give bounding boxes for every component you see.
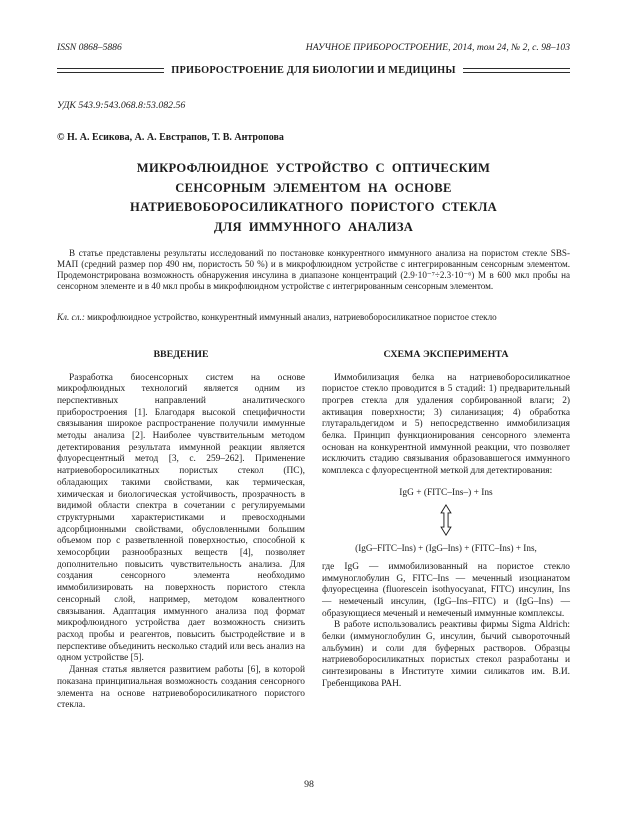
banner-rule-left <box>57 68 164 73</box>
article-title-line: НАТРИЕВОБОРОСИЛИКАТНОГО ПОРИСТОГО СТЕКЛА <box>129 200 498 214</box>
journal-reference: НАУЧНОЕ ПРИБОРОСТРОЕНИЕ, 2014, том 24, № 2, с. 98–103 <box>305 42 570 53</box>
article-title <box>57 159 570 237</box>
keywords-line <box>57 312 570 323</box>
formula-line-bottom: (IgG–FITC–Ins) + (IgG–Ins) + (FITC–Ins) + Ins, <box>355 542 537 553</box>
introduction-heading: ВВЕДЕНИЕ <box>153 348 209 360</box>
introduction-paragraph: Данная статья является развитием работы [6], в которой показана принципиальная возможность создания сенсорного элемента на основе натриевоборосиликатного пористого стекла. <box>57 665 305 711</box>
equilibrium-double-arrow-icon <box>322 504 570 536</box>
reagents-paragraph: В работе использовались реактивы фирмы Sigma Aldrich: белки (иммуноглобулин G, инсулин, бычий сывороточный альбумин) и соли для буферных растворов. Образцы натриевоборосиликатных пористых стекол разработаны и синтезированы в Институте химии силикатов им. В.И. Гребенщикова РАН. <box>322 620 570 689</box>
keywords-label: Кл. сл.: <box>57 311 85 322</box>
section-banner <box>57 65 570 76</box>
abstract-text: В статье представлены результаты исследований по постановке конкурентного иммунного анализа на пористом стекле SBS-МАП (средний размер пор 490 нм, пористость 50 %) и в микрофлюидном устройстве с интегрированным сенсорным элементом. Продемонстрирована возможность обнаружения инсулина в диапазоне концентраций (2.9·10⁻⁷÷2.3·10⁻⁶) М в 600 мкл пробы на сенсорном элементе и в 40 мкл пробы в микрофлюидном устройстве с интегрированным сенсорным элементом. <box>57 248 570 291</box>
page-number: 98 <box>304 779 314 790</box>
formula-line-top: IgG + (FITC–Ins–) + Ins <box>399 487 493 498</box>
section-banner-title: ПРИБОРОСТРОЕНИЕ ДЛЯ БИОЛОГИИ И МЕДИЦИНЫ <box>171 65 456 76</box>
udc-code: УДК 543.9:543.068.8:53.082.56 <box>57 100 186 111</box>
article-title-line: МИКРОФЛЮИДНОЕ УСТРОЙСТВО С ОПТИЧЕСКИМ <box>136 161 491 175</box>
banner-rule-right <box>463 68 570 73</box>
experiment-heading: СХЕМА ЭКСПЕРИМЕНТА <box>383 348 509 360</box>
keywords-list: микрофлюидное устройство, конкурентный иммунный анализ, натриевоборосиликатное пористое стекло <box>87 311 497 322</box>
experiment-intro-paragraph: Иммобилизация белка на натриевоборосиликатное пористое стекло проводится в 5 стадий: 1) предварительный прогрев стекла для удаления сорбированной влаги; 2) активация поверхности; 3) силанизация; 4) обработка глутаральдегидом и 5) непосредственно иммобилизация белка. Принцип функционирования сенсорного элемента основан на конкурентной иммунной реакции, что позволяет исключить стадию связывания образовавшегося иммунного комплекса с флуоресцентной меткой для детектирования: <box>322 372 570 477</box>
two-column-body <box>57 349 570 712</box>
running-head <box>57 42 570 53</box>
issn: ISSN 0868–5886 <box>57 42 122 53</box>
article-title-line: СЕНСОРНЫМ ЭЛЕМЕНТОМ НА ОСНОВЕ <box>175 180 452 195</box>
introduction-paragraph: Разработка биосенсорных систем на основе микрофлюидных технологий является одним из перспективных направлений аналитического приборостроения [1]. Благодаря высокой специфичности связывания широкое распространение получили иммунные методы анализа [2]. Наиболее чувствительным методом детектирования результата иммунной реакции является флуоресцентный метод [3, с. 259–262]. Применение натриевоборосиликатных пористых стекол (ПС), обладающих такими свойствами, как термическая, химическая и биологическая устойчивость, прозрачность в видимой области спектра в сочетании с регулируемыми структурными характеристиками и превосходными адсорбционными свойствами, обусловленными большим объемом пор с разветвленной поверхностью, способной к хемосорбции разнообразных веществ [4], позволяет дополнительно повысить чувствительность анализа. Для создания сенсорного элемента необходимо иммобилизировать на поверхность пористого стекла сенсорный слой, например, методом ковалентного связывания. Адаптация иммунного анализа под формат микрофлюидного устройства дает возможность снизить расход пробы и реагентов, повысить быстродействие и в перспективе объединить несколько стадий или весь анализ на одном устройстве [5]. <box>57 372 305 664</box>
formula-legend-paragraph: где IgG — иммобилизованный на пористое стекло иммуноглобулин G, FITC–Ins — меченный изоцианатом флуоресцеина (fluorescein isothyocyanat, FITC) инсулин, Ins — немеченый инсулин, (IgG–Ins–FITC) и (IgG–Ins) — образующиеся меченый и немеченый иммунные комплексы. <box>322 561 570 619</box>
authors-line: © Н. А. Есикова, А. А. Евстрапов, Т. В. Антропова <box>57 132 284 143</box>
left-column <box>57 349 305 712</box>
right-column <box>322 349 570 712</box>
article-title-line: ДЛЯ ИММУННОГО АНАЛИЗА <box>213 219 414 234</box>
reaction-formula <box>322 487 570 554</box>
